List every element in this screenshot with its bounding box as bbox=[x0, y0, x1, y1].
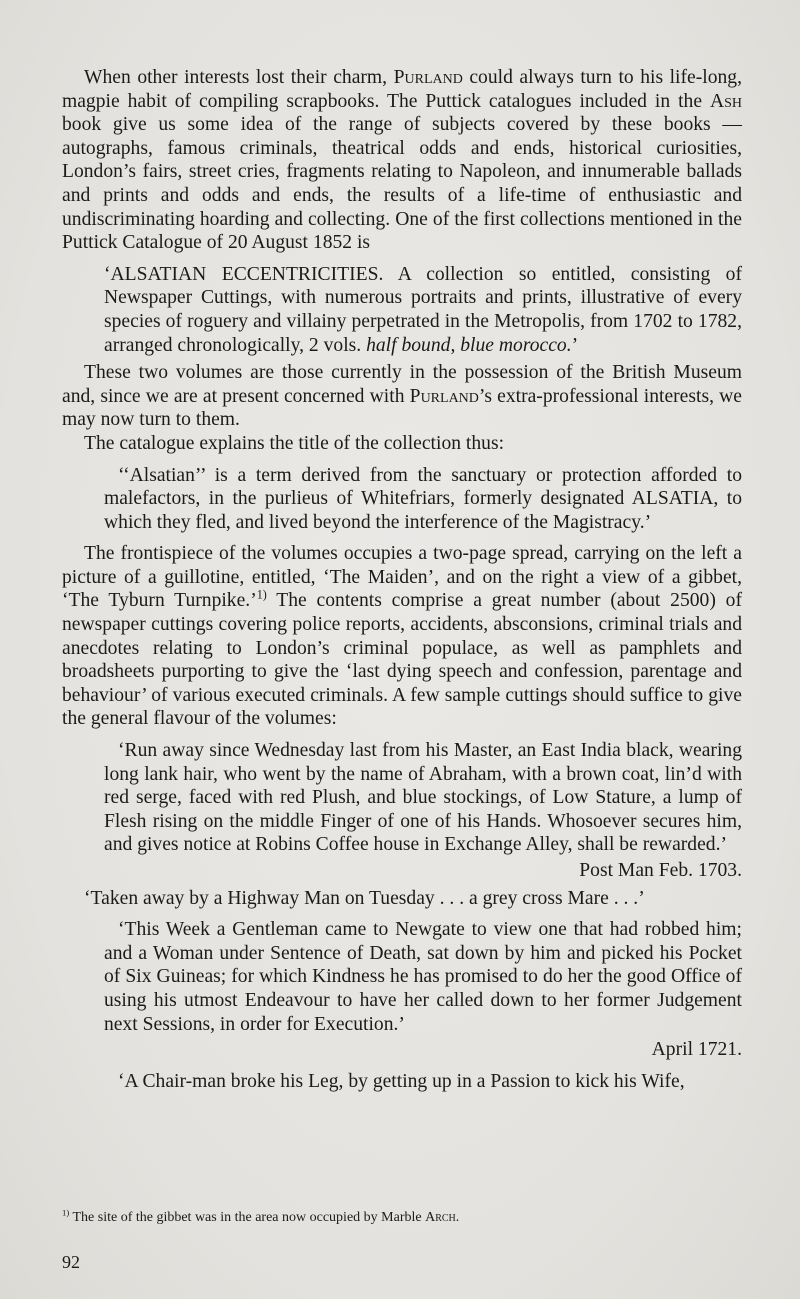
quote-highway-man: ‘Taken away by a Highway Man on Tuesday . . . a grey cross Mare . . .’ bbox=[84, 887, 645, 909]
paragraph-catalogue: The catalogue explains the title of the collection thus: bbox=[84, 432, 505, 454]
page-number: 92 bbox=[62, 1252, 80, 1272]
quote-alsatian-definition: ‘‘Alsatian’’ is a term derived from the sanctuary or protection afforded to malefactors, in the purlieus of Whitefriars, formerly designated ALSATIA, to which they fled, and lived beyond the interference of the Magistracy.’ bbox=[104, 464, 742, 533]
footnote-reference: 1) bbox=[256, 587, 267, 602]
name-purland: Purland bbox=[409, 385, 479, 407]
paragraph-british-museum: These two volumes are those currently in the possession of the British Museum and, since we are at present concerned with Purland’s extra-professional interests, we may now turn to them. bbox=[62, 362, 742, 431]
quote-alsatian-eccentricities: ‘ALSATIAN ECCENTRICITIES. A collection so entitled, consisting of Newspaper Cuttings, with numerous portraits and prints, illustrative of every species of roguery and villainy perpetrated in the Metropolis, from 1702 to 1782, arranged chronologically, 2 vols. half bound, blue morocco.’ bbox=[104, 263, 742, 356]
name-ash: Ash bbox=[709, 90, 742, 112]
quote-newgate: ‘This Week a Gentleman came to Newgate to view one that had robbed him; and a Woman under Sentence of Death, sat down by him and picked his Pocket of Six Guineas; for which Kindness he has promised to do her the good Office of using his utmost Endeavour to have her called down to her former Judgement next Sessions, in order for Execution.’ bbox=[104, 919, 742, 1035]
quote-run-away: ‘Run away since Wednesday last from his Master, an East India black, wearing long lank hair, who went by the name of Abraham, with a brown coat, lin’d with red serge, faced with red Plush, and blue stockings, of Low Stature, a lump of Flesh rising on the middle Finger of one of his Hands. Whosoever secures him, and gives notice at Robins Coffee house in Exchange Alley, shall be rewarded.’ bbox=[104, 740, 742, 856]
name-purland: Purland bbox=[393, 67, 463, 88]
body-text bbox=[62, 66, 742, 1093]
footnote-mark: 1) bbox=[62, 1207, 70, 1218]
source-post-man: Post Man Feb. 1703. bbox=[579, 860, 742, 881]
footnote: $^{1)}$ The site of the gibbet was in the area now occupied by Marble Arch. bbox=[62, 1207, 460, 1225]
paragraph-intro: When other interests lost their charm, Purland could always turn to his life-long, magpie habit of compiling scrapbooks. The Puttick catalogues included in the Ash book give us some idea of the range of subjects covered by these books — autographs, famous criminals, theatrical odds and ends, historical curiosities, London’s fairs, street cries, fragments relating to Napoleon, and innumerable ballads and prints and odds and ends, the results of a life-time of enthusiastic and undiscriminating hoarding and collecting. One of the first collections mentioned in the Puttick Catalogue of 20 August 1852 is bbox=[62, 67, 742, 254]
quote-chair-man: ‘A Chair-man broke his Leg, by getting up in a Passion to kick his Wife, bbox=[118, 1070, 685, 1092]
source-april: April 1721. bbox=[651, 1039, 742, 1061]
paragraph-frontispiece: The frontispiece of the volumes occupies a two-page spread, carrying on the left a picture of a guillotine, entitled, ‘The Maiden’, and on the right a view of a gibbet, ‘The Tyburn Turnpike.’$^{1)}$ The contents comprise a great number (about 2500) of newspaper cuttings covering police reports, accidents, absconsions, criminal trials and anecdotes relating to London’s criminal populace, as well as pamphlets and broadsheets purporting to give the ‘last dying speech and confession, parentage and behaviour’ of various executed criminals. A few sample cuttings should suffice to give the general flavour of the volumes: bbox=[62, 543, 742, 730]
